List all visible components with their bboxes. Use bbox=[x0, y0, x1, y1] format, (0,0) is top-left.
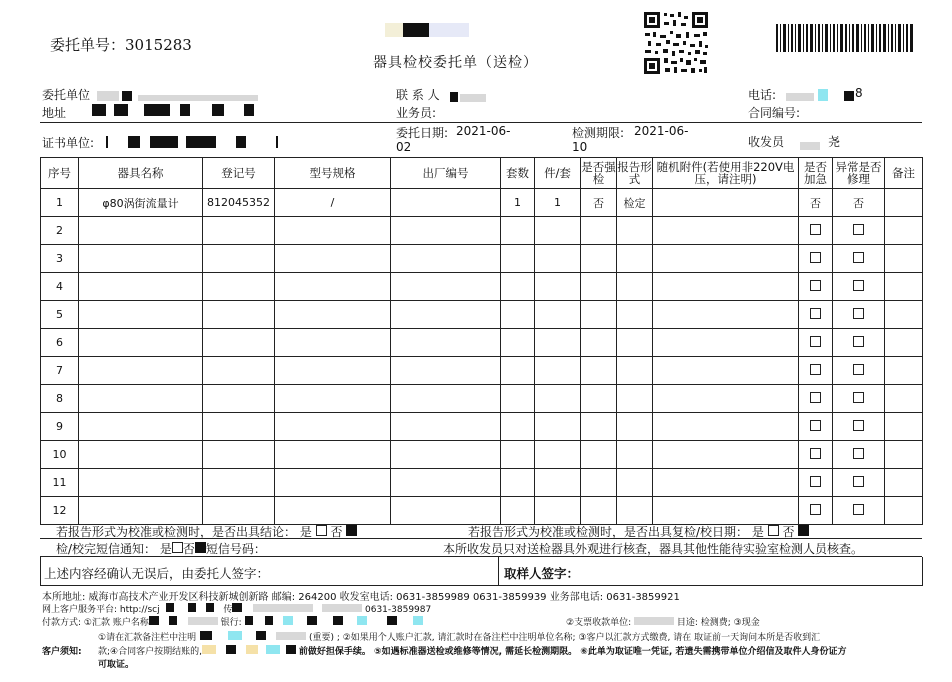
cell-pcs bbox=[535, 497, 581, 525]
col-header: 套数 bbox=[501, 158, 535, 189]
cell-model bbox=[275, 385, 391, 413]
cell-report bbox=[617, 217, 653, 245]
cell-acc bbox=[653, 385, 799, 413]
cell-model bbox=[275, 217, 391, 245]
cell-no: 10 bbox=[41, 441, 79, 469]
recheck-line bbox=[468, 523, 809, 540]
cell-acc bbox=[653, 497, 799, 525]
entrust-date-value-2: 02 bbox=[396, 140, 412, 154]
table-row bbox=[41, 301, 923, 329]
repair-checkbox[interactable] bbox=[853, 504, 864, 515]
cell-repair[interactable] bbox=[833, 469, 885, 497]
urgent-checkbox[interactable] bbox=[810, 420, 821, 431]
recheck-no: 否 bbox=[782, 525, 795, 539]
cell-report: 检定 bbox=[617, 189, 653, 217]
cell-acc bbox=[653, 245, 799, 273]
cell-forced bbox=[581, 301, 617, 329]
col-header: 出厂编号 bbox=[391, 158, 501, 189]
cell-reg bbox=[203, 329, 275, 357]
conclusion-no: 否 bbox=[330, 525, 343, 539]
client-signature-label[interactable]: 上述内容经确认无误后，由委托人签字： bbox=[44, 566, 270, 581]
cell-forced bbox=[581, 329, 617, 357]
sms-question: 检/校完短信通知： bbox=[56, 542, 157, 556]
sms-yes: 是 bbox=[159, 542, 172, 556]
cell-pcs bbox=[535, 469, 581, 497]
col-header: 异常是否修理 bbox=[833, 158, 885, 189]
cell-acc bbox=[653, 329, 799, 357]
sms-no-checkbox[interactable] bbox=[195, 542, 206, 553]
cell-acc bbox=[653, 189, 799, 217]
cell-name bbox=[79, 357, 203, 385]
signature-divider bbox=[498, 557, 499, 585]
cell-note bbox=[885, 441, 923, 469]
cell-note bbox=[885, 497, 923, 525]
cell-model: / bbox=[275, 189, 391, 217]
cell-repair[interactable] bbox=[833, 245, 885, 273]
cell-note bbox=[885, 245, 923, 273]
cell-sets bbox=[501, 273, 535, 301]
urgent-checkbox[interactable] bbox=[810, 224, 821, 235]
cell-serial bbox=[391, 301, 501, 329]
recheck-yes-checkbox[interactable] bbox=[768, 525, 779, 536]
repair-checkbox[interactable] bbox=[853, 392, 864, 403]
info-divider bbox=[40, 122, 922, 123]
col-header: 是否强检 bbox=[581, 158, 617, 189]
cell-reg bbox=[203, 217, 275, 245]
fax-label: 传 bbox=[223, 605, 233, 615]
cell-pcs bbox=[535, 245, 581, 273]
cell-reg bbox=[203, 413, 275, 441]
col-header: 序号 bbox=[41, 158, 79, 189]
repair-checkbox[interactable] bbox=[853, 224, 864, 235]
cell-report bbox=[617, 301, 653, 329]
entrust-date-value: 2021-06- bbox=[456, 124, 511, 138]
cell-no: 6 bbox=[41, 329, 79, 357]
cell-urgent[interactable] bbox=[799, 301, 833, 329]
cell-name bbox=[79, 273, 203, 301]
cell-acc bbox=[653, 273, 799, 301]
cell-urgent[interactable] bbox=[799, 497, 833, 525]
conclusion-no-checkbox[interactable] bbox=[346, 525, 357, 536]
notice-2b: 前做好担保手续。 ⑤如遇标准器送检或维修等情况, 需延长检测期限。 ⑥此单为取证唯一凭证, 若遗失需携带单位介绍信及取件人身份证方 bbox=[298, 647, 847, 657]
cell-pcs bbox=[535, 329, 581, 357]
table-row bbox=[41, 385, 923, 413]
col-header: 型号规格 bbox=[275, 158, 391, 189]
cell-serial bbox=[391, 469, 501, 497]
cell-no: 11 bbox=[41, 469, 79, 497]
conclusion-question: 若报告形式为校准或检测时，是否出具结论： bbox=[56, 525, 297, 539]
cell-repair[interactable] bbox=[833, 385, 885, 413]
deadline-label: 检测期限: bbox=[572, 126, 625, 140]
cell-sets: 1 bbox=[501, 189, 535, 217]
repair-checkbox[interactable] bbox=[853, 476, 864, 487]
repair-checkbox[interactable] bbox=[853, 252, 864, 263]
phone-redaction bbox=[786, 86, 854, 105]
cell-pcs: 1 bbox=[535, 189, 581, 217]
cell-model bbox=[275, 497, 391, 525]
table-row bbox=[41, 245, 923, 273]
cell-forced: 否 bbox=[581, 189, 617, 217]
cell-name bbox=[79, 413, 203, 441]
client-unit-label: 委托单位 bbox=[42, 88, 91, 102]
cell-serial bbox=[391, 273, 501, 301]
cell-sets bbox=[501, 217, 535, 245]
cell-name bbox=[79, 301, 203, 329]
footer-payment-2 bbox=[566, 615, 760, 628]
cell-acc bbox=[653, 469, 799, 497]
cell-serial bbox=[391, 497, 501, 525]
cell-forced bbox=[581, 441, 617, 469]
payment-cheque-purpose: 目途: 检测费; bbox=[676, 618, 731, 628]
cell-acc bbox=[653, 413, 799, 441]
cell-no: 3 bbox=[41, 245, 79, 273]
cell-repair[interactable] bbox=[833, 357, 885, 385]
cell-report bbox=[617, 469, 653, 497]
cell-repair[interactable] bbox=[833, 497, 885, 525]
payment-label: 付款方式: ①汇款 账户名称 bbox=[42, 618, 149, 628]
cell-report bbox=[617, 273, 653, 301]
cell-pcs bbox=[535, 385, 581, 413]
cell-urgent[interactable] bbox=[799, 469, 833, 497]
cell-sets bbox=[501, 301, 535, 329]
footer-address: 本所地址: 威海市高技术产业开发区科技新城创新路 邮编: 264200 收发室电话: 0631-3859989 0631-3859939 业务部电话: 0631-3859921 bbox=[42, 592, 680, 603]
cell-reg bbox=[203, 469, 275, 497]
cell-no: 8 bbox=[41, 385, 79, 413]
address-redaction bbox=[92, 101, 254, 120]
cell-no: 12 bbox=[41, 497, 79, 525]
sampler-signature-label[interactable]: 取样人签字： bbox=[504, 566, 580, 581]
entrust-date-label: 委托日期: bbox=[396, 126, 449, 140]
col-header: 报告形式 bbox=[617, 158, 653, 189]
sms-no: 否 bbox=[182, 542, 195, 556]
urgent-checkbox[interactable] bbox=[810, 280, 821, 291]
receiver-redaction bbox=[800, 135, 820, 154]
receiver-label: 收发员 bbox=[748, 135, 785, 149]
col-header: 随机附件(若使用非220V电压，请注明) bbox=[653, 158, 799, 189]
contract-label: 合同编号: bbox=[748, 106, 801, 120]
cell-note bbox=[885, 357, 923, 385]
cell-serial bbox=[391, 245, 501, 273]
repair-checkbox[interactable] bbox=[853, 420, 864, 431]
cell-sets bbox=[501, 441, 535, 469]
cell-acc bbox=[653, 441, 799, 469]
cell-model bbox=[275, 357, 391, 385]
bank-label: 银行: bbox=[220, 618, 242, 628]
cell-no: 9 bbox=[41, 413, 79, 441]
table-row bbox=[41, 273, 923, 301]
notice-2: 款;④合同客户按期结账的, bbox=[98, 647, 202, 657]
cell-reg bbox=[203, 301, 275, 329]
col-header: 件/套 bbox=[535, 158, 581, 189]
cell-repair[interactable] bbox=[833, 413, 885, 441]
cell-urgent[interactable] bbox=[799, 217, 833, 245]
cell-urgent[interactable] bbox=[799, 441, 833, 469]
cell-forced bbox=[581, 217, 617, 245]
cell-name bbox=[79, 497, 203, 525]
cell-acc bbox=[653, 301, 799, 329]
cell-no: 2 bbox=[41, 217, 79, 245]
inspection-disclaimer: 本所收发员只对送检器具外观进行核查，器具其他性能待实验室检测人员核查。 bbox=[443, 542, 864, 556]
urgent-checkbox[interactable] bbox=[810, 252, 821, 263]
cell-model bbox=[275, 441, 391, 469]
cell-report bbox=[617, 385, 653, 413]
cell-model bbox=[275, 301, 391, 329]
cell-name bbox=[79, 245, 203, 273]
cell-model bbox=[275, 469, 391, 497]
cell-note bbox=[885, 217, 923, 245]
footer-payment bbox=[42, 615, 423, 628]
notice-label: 客户须知: bbox=[42, 647, 82, 657]
cell-acc bbox=[653, 357, 799, 385]
cell-reg bbox=[203, 245, 275, 273]
cell-pcs bbox=[535, 273, 581, 301]
payment-cheque: ②支票收款单位: bbox=[566, 618, 632, 628]
cell-repair[interactable]: 否 bbox=[833, 189, 885, 217]
cell-serial bbox=[391, 357, 501, 385]
address-label: 地址 bbox=[42, 106, 67, 120]
urgent-checkbox[interactable] bbox=[810, 392, 821, 403]
notice-line-1 bbox=[98, 630, 820, 643]
urgent-checkbox[interactable] bbox=[810, 308, 821, 319]
cell-note bbox=[885, 189, 923, 217]
cell-reg: 812045352 bbox=[203, 189, 275, 217]
cell-name bbox=[79, 441, 203, 469]
cell-note bbox=[885, 273, 923, 301]
notice-1: ①请在汇款备注栏中注明 bbox=[98, 633, 197, 643]
cell-name bbox=[79, 469, 203, 497]
cell-model bbox=[275, 273, 391, 301]
recheck-yes: 是 bbox=[751, 525, 764, 539]
cell-serial bbox=[391, 441, 501, 469]
cell-note bbox=[885, 385, 923, 413]
cell-sets bbox=[501, 329, 535, 357]
cell-serial bbox=[391, 413, 501, 441]
repair-checkbox[interactable] bbox=[853, 336, 864, 347]
contact-label: 联 系 人 bbox=[396, 88, 440, 102]
cell-repair[interactable] bbox=[833, 273, 885, 301]
cell-urgent[interactable]: 否 bbox=[799, 189, 833, 217]
cell-forced bbox=[581, 273, 617, 301]
table-row bbox=[41, 469, 923, 497]
cell-report bbox=[617, 413, 653, 441]
table-header-row bbox=[41, 158, 923, 189]
table-row bbox=[41, 441, 923, 469]
payment-cash: ③现金 bbox=[733, 618, 760, 628]
table-row bbox=[41, 357, 923, 385]
receiver-tail: 尧 bbox=[828, 135, 841, 149]
recheck-question: 若报告形式为校准或检测时，是否出具复检/校日期： bbox=[468, 525, 749, 539]
table-row bbox=[41, 413, 923, 441]
table-row bbox=[41, 497, 923, 525]
cell-report bbox=[617, 441, 653, 469]
cell-urgent[interactable] bbox=[799, 357, 833, 385]
cell-forced bbox=[581, 357, 617, 385]
cell-serial bbox=[391, 385, 501, 413]
cell-name: φ80涡街流量计 bbox=[79, 189, 203, 217]
cell-urgent[interactable] bbox=[799, 413, 833, 441]
cell-reg bbox=[203, 497, 275, 525]
page-title: 器具检校委托单（送检） bbox=[373, 55, 538, 71]
cell-forced bbox=[581, 469, 617, 497]
sms-yes-checkbox[interactable] bbox=[172, 542, 183, 553]
cell-pcs bbox=[535, 413, 581, 441]
notes-line-1 bbox=[56, 523, 357, 540]
cell-reg bbox=[203, 357, 275, 385]
cell-name bbox=[79, 217, 203, 245]
repair-checkbox[interactable] bbox=[853, 308, 864, 319]
contact-redaction bbox=[450, 87, 486, 106]
urgent-checkbox[interactable] bbox=[810, 448, 821, 459]
cert-unit-redaction bbox=[106, 133, 278, 152]
cell-repair[interactable] bbox=[833, 301, 885, 329]
sms-line bbox=[56, 540, 266, 557]
cell-sets bbox=[501, 357, 535, 385]
sms-number-label: 短信号码： bbox=[205, 542, 266, 556]
cell-note bbox=[885, 469, 923, 497]
cell-repair[interactable] bbox=[833, 441, 885, 469]
salesman-label: 业务员: bbox=[396, 106, 437, 120]
col-header: 器具名称 bbox=[79, 158, 203, 189]
deadline-value-2: 10 bbox=[572, 140, 588, 154]
cell-urgent[interactable] bbox=[799, 273, 833, 301]
urgent-checkbox[interactable] bbox=[810, 336, 821, 347]
order-number bbox=[50, 34, 192, 55]
cell-urgent[interactable] bbox=[799, 245, 833, 273]
col-header: 登记号 bbox=[203, 158, 275, 189]
cell-acc bbox=[653, 217, 799, 245]
platform-url[interactable]: 网上客户服务平台: http://scj bbox=[42, 605, 160, 615]
repair-checkbox[interactable] bbox=[853, 364, 864, 375]
cell-reg bbox=[203, 273, 275, 301]
cell-urgent[interactable] bbox=[799, 385, 833, 413]
order-number-label: 委托单号： bbox=[50, 36, 126, 54]
cell-pcs bbox=[535, 301, 581, 329]
col-header: 备注 bbox=[885, 158, 923, 189]
cell-report bbox=[617, 497, 653, 525]
urgent-checkbox[interactable] bbox=[810, 504, 821, 515]
cell-model bbox=[275, 245, 391, 273]
deadline-value: 2021-06- bbox=[634, 124, 689, 138]
cell-no: 5 bbox=[41, 301, 79, 329]
urgent-checkbox[interactable] bbox=[810, 364, 821, 375]
notice-1b: (重要) ; ②如果用个人账户汇款, 请汇款时在备注栏中注明单位名称; ③客户以汇款方式缴费, 请在 取证前一天询问本所是否收到汇 bbox=[308, 633, 821, 643]
cell-no: 4 bbox=[41, 273, 79, 301]
cell-model bbox=[275, 329, 391, 357]
cell-note bbox=[885, 301, 923, 329]
repair-checkbox[interactable] bbox=[853, 280, 864, 291]
qr-code-icon bbox=[642, 10, 710, 76]
cell-sets bbox=[501, 469, 535, 497]
cell-repair[interactable] bbox=[833, 217, 885, 245]
notice-line-3: 可取证。 bbox=[98, 660, 135, 670]
cell-forced bbox=[581, 385, 617, 413]
cell-urgent[interactable] bbox=[799, 329, 833, 357]
cell-reg bbox=[203, 385, 275, 413]
phone-label: 电话: bbox=[748, 88, 777, 102]
repair-checkbox[interactable] bbox=[853, 448, 864, 459]
cell-sets bbox=[501, 413, 535, 441]
cell-forced bbox=[581, 497, 617, 525]
cell-sets bbox=[501, 497, 535, 525]
phone-tail: 8 bbox=[855, 86, 863, 100]
urgent-checkbox[interactable] bbox=[810, 476, 821, 487]
cell-repair[interactable] bbox=[833, 329, 885, 357]
cell-pcs bbox=[535, 441, 581, 469]
table-row bbox=[41, 189, 923, 217]
items-table bbox=[40, 157, 923, 525]
cell-sets bbox=[501, 245, 535, 273]
redacted-top bbox=[385, 22, 469, 41]
cell-model bbox=[275, 413, 391, 441]
cert-unit-label: 证书单位: bbox=[42, 136, 95, 150]
tel-tail: 0631-3859987 bbox=[365, 605, 432, 615]
cell-note bbox=[885, 413, 923, 441]
cell-no: 1 bbox=[41, 189, 79, 217]
recheck-no-checkbox[interactable] bbox=[798, 525, 809, 536]
footer-platform bbox=[42, 602, 431, 615]
conclusion-yes: 是 bbox=[299, 525, 312, 539]
cell-report bbox=[617, 245, 653, 273]
cell-name bbox=[79, 385, 203, 413]
cell-reg bbox=[203, 441, 275, 469]
cell-no: 7 bbox=[41, 357, 79, 385]
notice-line-2 bbox=[98, 644, 846, 657]
cell-sets bbox=[501, 385, 535, 413]
conclusion-yes-checkbox[interactable] bbox=[316, 525, 327, 536]
cell-serial bbox=[391, 189, 501, 217]
cell-pcs bbox=[535, 357, 581, 385]
cell-pcs bbox=[535, 217, 581, 245]
cell-name bbox=[79, 329, 203, 357]
cell-note bbox=[885, 329, 923, 357]
table-row bbox=[41, 217, 923, 245]
cell-serial bbox=[391, 217, 501, 245]
cell-report bbox=[617, 357, 653, 385]
cell-forced bbox=[581, 413, 617, 441]
barcode-icon bbox=[776, 24, 914, 52]
cell-serial bbox=[391, 329, 501, 357]
cell-report bbox=[617, 329, 653, 357]
col-header: 是否加急 bbox=[799, 158, 833, 189]
order-number-value: 3015283 bbox=[125, 36, 192, 54]
cell-forced bbox=[581, 245, 617, 273]
table-row bbox=[41, 329, 923, 357]
